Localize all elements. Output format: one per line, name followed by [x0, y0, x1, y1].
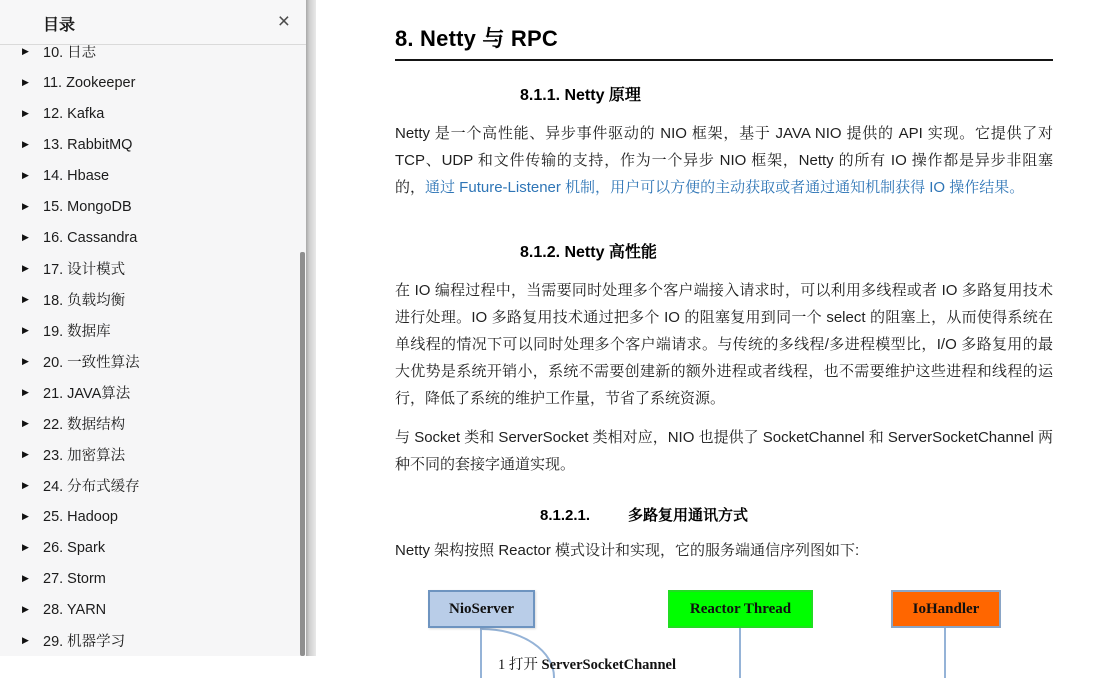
diagram-step-1-label [498, 653, 676, 674]
toc-item-label: 29. 机器学习 [43, 634, 126, 650]
chevron-right-icon[interactable]: ▶ [22, 511, 29, 521]
toc-item[interactable] [0, 191, 306, 222]
toc-item-label: 23. 加密算法 [43, 448, 126, 464]
chevron-right-icon[interactable]: ▶ [22, 356, 29, 366]
diagram-box-reactor-thread [668, 590, 813, 628]
chevron-right-icon[interactable]: ▶ [22, 635, 29, 645]
toc-item[interactable] [0, 67, 306, 98]
toc-item[interactable] [0, 129, 306, 160]
chevron-right-icon[interactable]: ▶ [22, 232, 29, 242]
toc-title: 目录 [43, 17, 76, 34]
toc-list [0, 46, 306, 656]
chevron-right-icon[interactable]: ▶ [22, 604, 29, 614]
toc-item-label: 27. Storm [43, 570, 106, 587]
diagram-box-nioserver-label: NioServer [449, 600, 514, 617]
toc-item-label: 21. JAVA算法 [43, 386, 131, 402]
toc-item-label: 25. Hadoop [43, 508, 118, 525]
heading-8-1-2-1-number: 8.1.2.1. [540, 507, 591, 524]
toc-item[interactable] [0, 470, 306, 501]
chevron-right-icon[interactable]: ▶ [22, 418, 29, 428]
toc-item[interactable] [0, 408, 306, 439]
sidebar-scrollbar-thumb[interactable] [300, 252, 305, 656]
chevron-right-icon[interactable]: ▶ [22, 573, 29, 583]
chevron-right-icon[interactable]: ▶ [22, 325, 29, 335]
diagram-step-1-channel: ServerSocketChannel [541, 657, 677, 673]
chevron-right-icon[interactable]: ▶ [22, 201, 29, 211]
panel-divider[interactable] [306, 0, 316, 656]
toc-item[interactable] [0, 222, 306, 253]
diagram-box-nioserver [428, 590, 535, 628]
toc-item-label: 22. 数据结构 [43, 417, 126, 433]
toc-item-label: 17. 设计模式 [43, 262, 126, 278]
heading-8-1-2-1-title: 多路复用通讯方式 [628, 507, 749, 524]
toc-item-label: 28. YARN [43, 601, 107, 618]
chevron-right-icon[interactable]: ▶ [22, 480, 29, 490]
paragraph-socket-channel: 与 Socket 类和 ServerSocket 类相对应，NIO 也提供了 SocketChannel 和 ServerSocketChannel 两种不同的套接字通道实现。 [395, 429, 1053, 473]
toc-item-label: 10. 日志 [43, 45, 97, 61]
lifeline-reactor-thread [739, 628, 741, 678]
diagram-box-iohandler-label: IoHandler [912, 600, 980, 617]
toc-header [0, 0, 306, 45]
toc-item-label: 15. MongoDB [43, 198, 132, 215]
toc-item[interactable] [0, 98, 306, 129]
toc-item-label: 26. Spark [43, 539, 106, 556]
chevron-right-icon[interactable]: ▶ [22, 263, 29, 273]
toc-item[interactable] [0, 284, 306, 315]
paragraph-netty-intro-text: Netty 是一个高性能、异步事件驱动的 NIO 框架，基于 JAVA NIO 提供的 API 实现。它提供了对 TCP、UDP 和文件传输的支持，作为一个异步 NIO 框架，Netty 的所有 IO 操作都是异步非阻塞的， [395, 125, 1053, 196]
chevron-right-icon[interactable]: ▶ [22, 387, 29, 397]
toc-item[interactable] [0, 439, 306, 470]
toc-item-label: 13. RabbitMQ [43, 136, 133, 153]
toc-item-label: 18. 负载均衡 [43, 293, 126, 309]
heading-8-1-1: 8.1.1. Netty 原理 [520, 87, 641, 104]
toc-item-label: 19. 数据库 [43, 324, 111, 340]
lifeline-nioserver [480, 628, 482, 678]
toc-item[interactable] [0, 377, 306, 408]
lifeline-iohandler [944, 628, 946, 678]
toc-item-label: 20. 一致性算法 [43, 355, 140, 371]
heading-8-1-2-1 [540, 504, 1053, 525]
toc-item[interactable] [0, 532, 306, 563]
close-icon[interactable]: × [277, 10, 290, 33]
chevron-right-icon[interactable]: ▶ [22, 542, 29, 552]
toc-panel [0, 0, 306, 656]
toc-item-label: 12. Kafka [43, 105, 105, 122]
diagram-step-1-prefix: 1 打开 [498, 657, 542, 673]
diagram-box-reactor-thread-label: Reactor Thread [689, 600, 792, 617]
toc-item[interactable] [0, 594, 306, 625]
page-title: 8. Netty 与 RPC [395, 22, 1053, 61]
toc-item-label: 11. Zookeeper [43, 74, 136, 91]
chevron-right-icon[interactable]: ▶ [22, 449, 29, 459]
chevron-right-icon[interactable]: ▶ [22, 139, 29, 149]
heading-8-1-2: 8.1.2. Netty 高性能 [520, 244, 657, 261]
chevron-right-icon[interactable]: ▶ [22, 46, 29, 56]
toc-item[interactable] [0, 563, 306, 594]
toc-item[interactable] [0, 346, 306, 377]
chevron-right-icon[interactable]: ▶ [22, 294, 29, 304]
diagram-box-iohandler [891, 590, 1001, 628]
paragraph-reactor: Netty 架构按照 Reactor 模式设计和实现，它的服务端通信序列图如下: [395, 542, 860, 559]
document-page [316, 0, 1080, 673]
paragraph-netty-intro-highlight: 通过 Future-Listener 机制，用户可以方便的主动获取或者通过通知机制获得 IO 操作结果。 [425, 179, 1025, 196]
toc-item[interactable] [0, 253, 306, 284]
toc-item-label: 16. Cassandra [43, 229, 138, 246]
toc-item[interactable] [0, 501, 306, 532]
paragraph-io-multiplexing: 在 IO 编程过程中，当需要同时处理多个客户端接入请求时，可以利用多线程或者 IO 多路复用技术进行处理。IO 多路复用技术通过把多个 IO 的阻塞复用到同一个 select 的阻塞上，从而使得系统在单线程的情况下可以同时处理多个客户端请求。与传统的多线程/多进程模型比，I/O 多路复用的最大优势是系统开销小，系统不需要创建新的额外进程或者线程，也不需要维护这些进程和线程的运行，降低了系统的维护工作量，节省了系统资源。 [395, 282, 1053, 407]
chevron-right-icon[interactable]: ▶ [22, 170, 29, 180]
sequence-diagram [395, 585, 1053, 678]
chevron-right-icon[interactable]: ▶ [22, 108, 29, 118]
chevron-right-icon[interactable]: ▶ [22, 77, 29, 87]
toc-item[interactable] [0, 625, 306, 656]
toc-item[interactable] [0, 160, 306, 191]
paragraph-netty-intro [395, 120, 1053, 201]
toc-item[interactable] [0, 315, 306, 346]
toc-item-label: 14. Hbase [43, 167, 110, 184]
toc-item-label: 24. 分布式缓存 [43, 479, 140, 495]
